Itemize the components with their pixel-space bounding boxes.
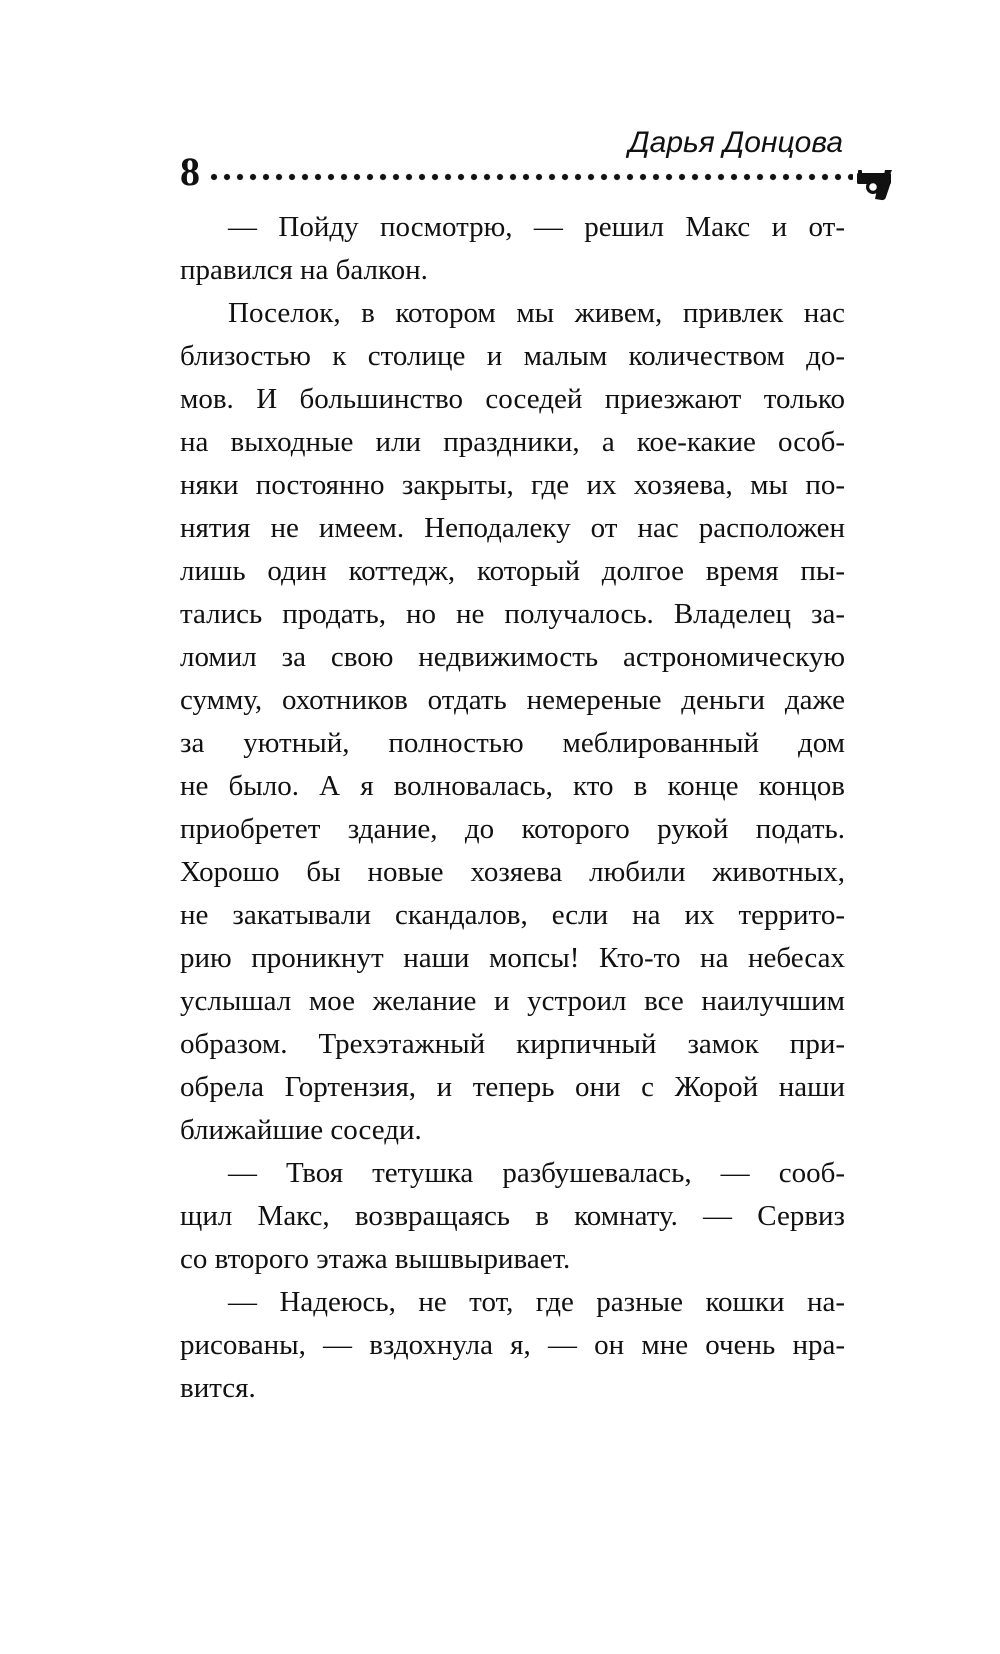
text-line: не закатывали скандалов, если на их террито- bbox=[180, 899, 845, 931]
page-number: 8 bbox=[180, 149, 200, 194]
text-line: рию проникнут наши мопсы! Кто-то на небесах bbox=[180, 942, 845, 974]
text-line: нятия не имеем. Неподалеку от нас расположен bbox=[180, 512, 845, 544]
text-line: услышал мое желание и устроил все наилучшим bbox=[180, 985, 845, 1017]
text-line: близостью к столице и малым количеством до- bbox=[180, 340, 845, 372]
running-head-author: Дарья Донцова bbox=[628, 126, 843, 159]
text-line: мов. И большинство соседей приезжают только bbox=[180, 383, 845, 415]
body-text bbox=[180, 206, 845, 1410]
text-line: на выходные или праздники, а кое-какие особ- bbox=[180, 426, 845, 458]
text-line: ближайшие соседи. bbox=[180, 1114, 422, 1146]
text-line: вится. bbox=[180, 1372, 256, 1404]
header-rule-row bbox=[180, 149, 845, 194]
text-line: не было. А я волновалась, кто в конце концов bbox=[180, 770, 845, 802]
text-line: тались продать, но не получалось. Владелец за- bbox=[180, 598, 845, 630]
text-line: ломил за свою недвижимость астрономическую bbox=[180, 641, 845, 673]
text-line: приобретет здание, до которого рукой подать. bbox=[180, 813, 845, 845]
text-line: обрела Гортензия, и теперь они с Жорой наши bbox=[180, 1071, 845, 1103]
text-line: щил Макс, возвращаясь в комнату. — Сервиз bbox=[180, 1200, 845, 1232]
text-line: Хорошо бы новые хозяева любили животных, bbox=[180, 856, 845, 888]
text-line: — Твоя тетушка разбушевалась, — сооб- bbox=[228, 1157, 845, 1189]
text-line: образом. Трехэтажный кирпичный замок при- bbox=[180, 1028, 845, 1060]
pistol-icon bbox=[857, 167, 897, 203]
text-line: лишь один коттедж, который долгое время пы- bbox=[180, 555, 845, 587]
text-line: правился на балкон. bbox=[180, 254, 428, 286]
text-line: сумму, охотников отдать немереные деньги даже bbox=[180, 684, 845, 716]
text-line: — Надеюсь, не тот, где разные кошки на- bbox=[228, 1286, 845, 1318]
page-header bbox=[180, 126, 845, 194]
text-line: няки постоянно закрыты, где их хозяева, мы по- bbox=[180, 469, 845, 501]
text-line: — Пойду посмотрю, — решил Макс и от- bbox=[228, 211, 845, 243]
dotted-leader bbox=[210, 173, 853, 181]
text-line: за уютный, полностью меблированный дом bbox=[180, 727, 845, 759]
text-line: со второго этажа вышвыривает. bbox=[180, 1243, 571, 1275]
text-line: Поселок, в котором мы живем, привлек нас bbox=[228, 297, 845, 329]
text-line: рисованы, — вздохнула я, — он мне очень нра- bbox=[180, 1329, 845, 1361]
